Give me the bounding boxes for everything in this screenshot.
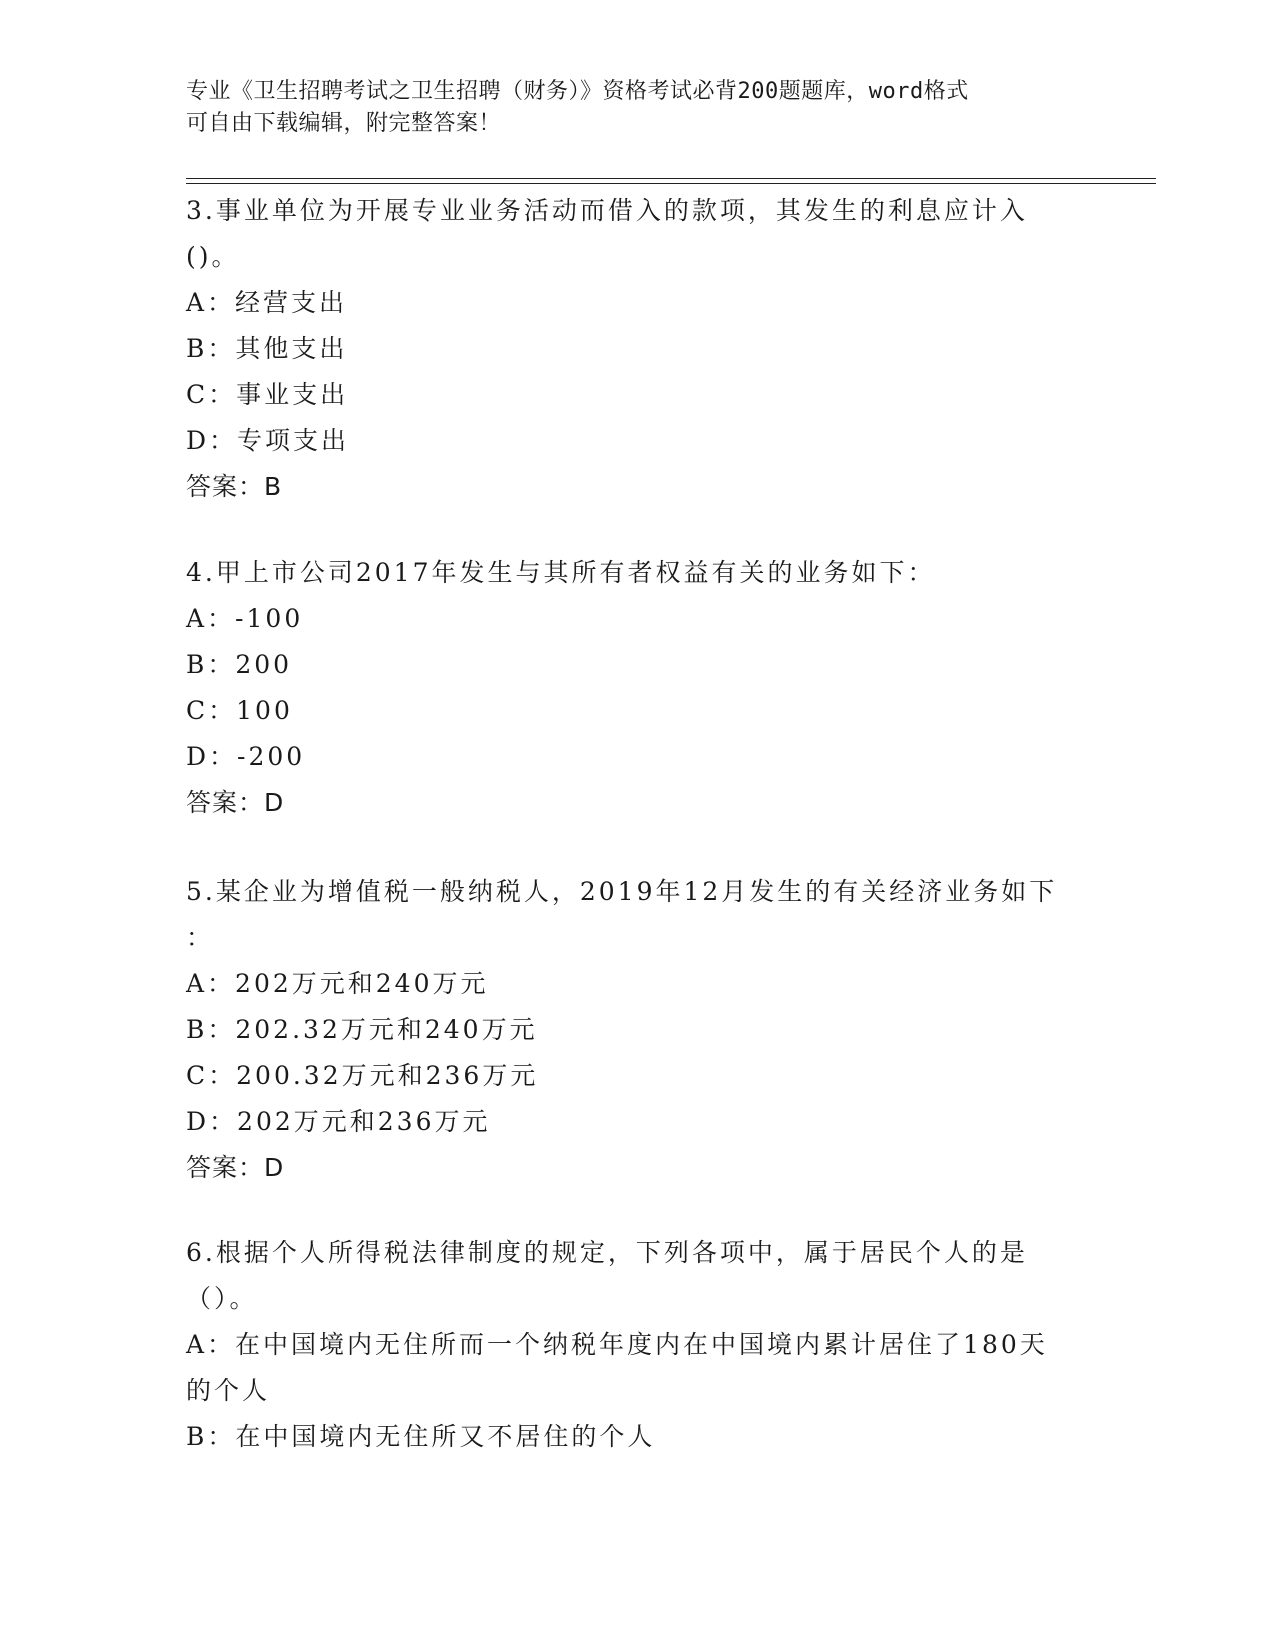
option-c: C：100 <box>186 696 293 725</box>
option-c: C：事业支出 <box>186 380 349 409</box>
question-stem: 6.根据个人所得税法律制度的规定，下列各项中，属于居民个人的是 <box>186 1238 1028 1267</box>
document-header <box>186 76 1086 140</box>
header-divider-bottom <box>186 183 1156 184</box>
question-stem: 3.事业单位为开展专业业务活动而借入的款项，其发生的利息应计入 <box>186 196 1028 225</box>
option-b: B：在中国境内无住所又不居住的个人 <box>186 1422 656 1451</box>
header-divider-top <box>186 178 1156 179</box>
option-c: C：200.32万元和236万元 <box>186 1061 539 1090</box>
question-stem-continued: ()。 <box>186 242 240 271</box>
option-b: B：其他支出 <box>186 334 348 363</box>
option-d: D：-200 <box>186 742 306 771</box>
option-a: A：-100 <box>186 604 304 633</box>
option-a-continued: 的个人 <box>186 1376 271 1405</box>
option-b: B：200 <box>186 650 293 679</box>
question-stem: 4.甲上市公司2017年发生与其所有者权益有关的业务如下： <box>186 558 936 587</box>
question-3 <box>186 188 1086 510</box>
question-stem-continued: （）。 <box>186 1284 258 1313</box>
answer: 答案：D <box>186 1153 285 1182</box>
question-6 <box>186 1230 1086 1460</box>
option-d: D：专项支出 <box>186 426 350 455</box>
question-stem: 5.某企业为增值税一般纳税人，2019年12月发生的有关经济业务如下 <box>186 877 1058 906</box>
option-a: A：202万元和240万元 <box>186 969 489 998</box>
answer: 答案：B <box>186 472 283 501</box>
question-5 <box>186 869 1086 1191</box>
option-a: A：在中国境内无住所而一个纳税年度内在中国境内累计居住了180天 <box>186 1330 1048 1359</box>
question-stem-continued: ： <box>186 923 215 952</box>
option-b: B：202.32万元和240万元 <box>186 1015 538 1044</box>
header-line-2: 可自由下载编辑，附完整答案！ <box>186 111 502 136</box>
option-a: A：经营支出 <box>186 288 348 317</box>
question-4 <box>186 550 1086 826</box>
header-line-1: 专业《卫生招聘考试之卫生招聘（财务）》资格考试必背200题题库，word格式 <box>186 79 969 104</box>
option-d: D：202万元和236万元 <box>186 1107 491 1136</box>
answer: 答案：D <box>186 788 285 817</box>
